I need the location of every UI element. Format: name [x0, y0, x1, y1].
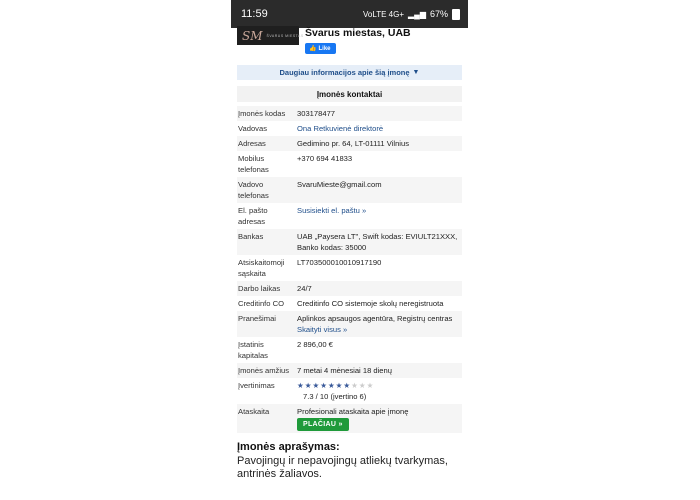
logo-text: ŠVARUS MIESTAS [266, 33, 304, 38]
contacts-table [237, 106, 462, 433]
row-value: 7 metai 4 mėnesiai 18 dienų [296, 363, 462, 378]
row-key: Bankas [237, 229, 296, 255]
row-key: Vadovo telefonas [237, 177, 296, 203]
row-value: Profesionali ataskaita apie įmonę [297, 407, 409, 416]
row-value: 2 896,00 € [297, 340, 333, 349]
status-time: 11:59 [241, 8, 268, 20]
table-row [237, 255, 462, 281]
company-logo[interactable] [237, 26, 304, 45]
row-value: Creditinfo CO sistemoje skolų neregistruota [297, 299, 444, 308]
description-text: Pavojingų ir nepavojingų atliekų tvarkymas, antrinės žaliavos. [237, 455, 448, 480]
star-filled-icon[interactable]: ★ [304, 381, 313, 390]
table-row [237, 177, 462, 203]
battery-percent: 67% [429, 9, 448, 19]
star-filled-icon[interactable]: ★ [320, 381, 328, 390]
table-row [237, 203, 462, 229]
rating-text: 7.3 / 10 (įvertino 6) [303, 392, 367, 401]
phone-screen [231, 0, 468, 500]
description-title: Įmonės aprašymas: [237, 441, 340, 453]
row-key: Vadovas [238, 124, 267, 133]
director-link[interactable]: Ona Retkuvienė direktorė [297, 124, 384, 133]
star-filled-icon[interactable]: ★ [312, 381, 321, 390]
facebook-like-button[interactable] [305, 43, 336, 54]
row-key: Įvertinimas [238, 381, 275, 390]
star-filled-icon[interactable]: ★ [297, 381, 305, 390]
email-contact-link[interactable]: Susisiekti el. paštu » [297, 206, 367, 215]
row-key: Ataskaita [237, 404, 296, 433]
company-title: Švarus miestas, UAB [305, 27, 411, 39]
table-row [237, 296, 462, 311]
row-value: Gedimino pr. 64, LT-01111 Vilnius [296, 136, 462, 151]
row-key: El. pašto adresas [238, 206, 268, 226]
row-value: UAB „Paysera LT", Swift kodas: EVIULT21XXX, Banko kodas: 35000 [296, 229, 462, 255]
star-empty-icon[interactable]: ★ [366, 381, 375, 390]
row-key: Darbo laikas [237, 281, 296, 296]
table-row [237, 404, 462, 433]
table-row [237, 281, 462, 296]
more-info-toggle[interactable] [237, 65, 462, 80]
row-key: Įstatinis kapitalas [238, 340, 268, 360]
contacts-section-title: Įmonės kontaktai [237, 86, 462, 102]
phone-value[interactable]: +370 694 41833 [297, 154, 353, 163]
row-value: LT703500010010917190 [297, 258, 382, 267]
star-filled-icon[interactable]: ★ [335, 381, 344, 390]
thumbs-up-icon: 👍 [309, 46, 317, 52]
more-info-label: Daugiau informacijos apie šią įmonę [279, 68, 410, 77]
row-key: Adresas [237, 136, 296, 151]
row-key: Creditinfo CO [238, 299, 285, 308]
table-row [237, 151, 462, 177]
read-all-link[interactable]: Skaityti visus » [297, 325, 348, 334]
star-empty-icon[interactable]: ★ [351, 381, 359, 390]
star-empty-icon[interactable]: ★ [358, 381, 367, 390]
table-row [237, 121, 462, 136]
caret-down-icon: ▼ [412, 69, 420, 76]
row-value: Aplinkos apsaugos agentūra, Registrų centras [297, 314, 453, 323]
table-row [237, 311, 462, 337]
like-label: Like [318, 45, 331, 52]
star-filled-icon[interactable]: ★ [327, 381, 336, 390]
status-bar [231, 0, 468, 28]
battery-icon [452, 9, 460, 20]
network-indicator: VoLTE 4G+ [363, 9, 404, 19]
row-key: Atsiskaitomoji sąskaita [238, 258, 285, 278]
row-key: Įmonės kodas [237, 106, 296, 121]
signal-icon: ▂▄▆ [408, 9, 426, 19]
row-key: Mobilus telefonas [238, 154, 269, 174]
status-icons [363, 9, 460, 20]
more-report-button[interactable]: PLAČIAU » [297, 418, 349, 431]
row-value: 24/7 [296, 281, 462, 296]
table-row [237, 337, 462, 363]
table-row [237, 378, 462, 404]
row-key: Įmonės amžius [237, 363, 296, 378]
row-value: SvaruMieste@gmail.com [296, 177, 462, 203]
table-row [237, 363, 462, 378]
logo-mark: SM [242, 28, 263, 43]
star-filled-icon[interactable]: ★ [343, 381, 352, 390]
table-row [237, 106, 462, 121]
table-row [237, 229, 462, 255]
company-header [231, 28, 468, 63]
rating-stars[interactable] [297, 380, 461, 391]
row-key: Pranešimai [237, 311, 296, 337]
table-row [237, 136, 462, 151]
row-value: 303178477 [296, 106, 462, 121]
